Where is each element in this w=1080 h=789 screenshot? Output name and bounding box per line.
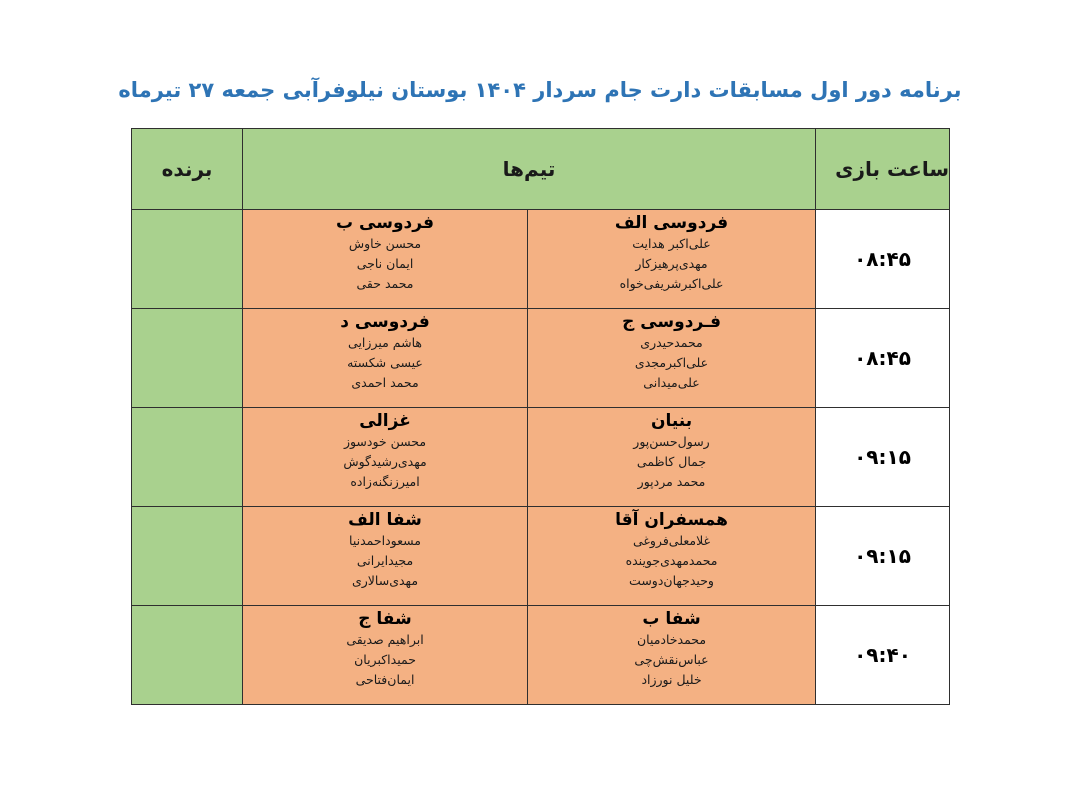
- player-name: مهدی‌پرهیزکار: [635, 256, 708, 271]
- player-name: ایمان ناجی: [356, 256, 414, 271]
- match-time: ۰۹:۱۵: [816, 408, 950, 507]
- player-name: امیرزنگنه‌زاده: [350, 474, 420, 489]
- header-row: [132, 129, 950, 210]
- team-name: شفا الف: [348, 510, 422, 530]
- winner-cell: [132, 408, 243, 507]
- player-name: جمال کاظمی: [636, 454, 707, 469]
- player-name: حمیداکبریان: [354, 652, 416, 667]
- player-name: محمد احمدی: [351, 375, 419, 390]
- team-a-cell: [528, 507, 816, 606]
- player-name: علی‌اکبرمجدی: [634, 355, 709, 370]
- player-name: مهدی‌رشیدگوش: [343, 454, 427, 469]
- team-name: فردوسی الف: [614, 213, 729, 233]
- team-name: فردوسی ب: [336, 213, 434, 233]
- team-a-cell: [528, 210, 816, 309]
- team-name: فـردوسی ج: [622, 312, 721, 332]
- player-name: محمدخادمیان: [636, 632, 707, 647]
- player-name: رسول‌حسن‌پور: [633, 434, 710, 449]
- player-name: خلیل نورزاد: [641, 672, 702, 687]
- team-b-cell: [243, 507, 528, 606]
- player-name: مسعوداحمدنیا: [349, 533, 421, 548]
- player-name: عباس‌نقش‌چی: [634, 652, 709, 667]
- page-title: برنامه دور اول مسابقات دارت جام سردار ۱۴۰۴ بوستان نیلوفرآبی جمعه ۲۷ تیرماه: [118, 78, 962, 102]
- team-a-cell: [528, 606, 816, 705]
- team-b-cell: [243, 606, 528, 705]
- header-teams: تیم‌ها: [243, 129, 816, 210]
- match-row: [132, 507, 950, 606]
- player-name: علی‌اکبرشریفی‌خواه: [619, 276, 724, 291]
- player-name: ایمان‌فتاحی: [355, 672, 415, 687]
- team-name: غزالی: [359, 411, 411, 431]
- schedule-table: [131, 128, 950, 705]
- player-name: عیسی شکسته: [347, 355, 423, 370]
- player-name: ابراهیم صدیقی: [346, 632, 424, 647]
- match-time: ۰۹:۴۰: [816, 606, 950, 705]
- team-name: شفا ب: [642, 609, 701, 629]
- player-name: محمدحیدری: [640, 335, 703, 350]
- match-time: ۰۸:۴۵: [816, 309, 950, 408]
- team-b-cell: [243, 408, 528, 507]
- winner-cell: [132, 309, 243, 408]
- match-time: ۰۹:۱۵: [816, 507, 950, 606]
- header-winner: برنده: [132, 129, 243, 210]
- player-name: علی‌میدانی: [643, 375, 700, 390]
- match-row: [132, 210, 950, 309]
- match-row: [132, 606, 950, 705]
- player-name: محسن خاوش: [348, 236, 422, 251]
- player-name: مجیدایرانی: [356, 553, 414, 568]
- player-name: وحیدجهان‌دوست: [629, 573, 714, 588]
- player-name: مهدی‌سالاری: [351, 573, 419, 588]
- team-name: شفا ج: [358, 609, 412, 629]
- team-a-cell: [528, 408, 816, 507]
- team-name: فردوسی د: [340, 312, 430, 332]
- match-time: ۰۸:۴۵: [816, 210, 950, 309]
- winner-cell: [132, 507, 243, 606]
- winner-cell: [132, 606, 243, 705]
- player-name: محمد مردپور: [637, 474, 706, 489]
- player-name: علی‌اکبر هدایت: [632, 236, 711, 251]
- team-a-cell: [528, 309, 816, 408]
- match-row: [132, 309, 950, 408]
- winner-cell: [132, 210, 243, 309]
- team-name: همسفران آقا: [615, 510, 728, 530]
- match-row: [132, 408, 950, 507]
- player-name: محسن خودسوز: [343, 434, 427, 449]
- header-time: ساعت بازی: [816, 129, 950, 210]
- team-b-cell: [243, 210, 528, 309]
- player-name: غلامعلی‌فروغی: [632, 533, 711, 548]
- team-b-cell: [243, 309, 528, 408]
- player-name: محمد حقی: [356, 276, 414, 291]
- player-name: محمدمهدی‌جوینده: [625, 553, 718, 568]
- player-name: هاشم میرزایی: [348, 335, 422, 350]
- team-name: بنیان: [650, 411, 693, 431]
